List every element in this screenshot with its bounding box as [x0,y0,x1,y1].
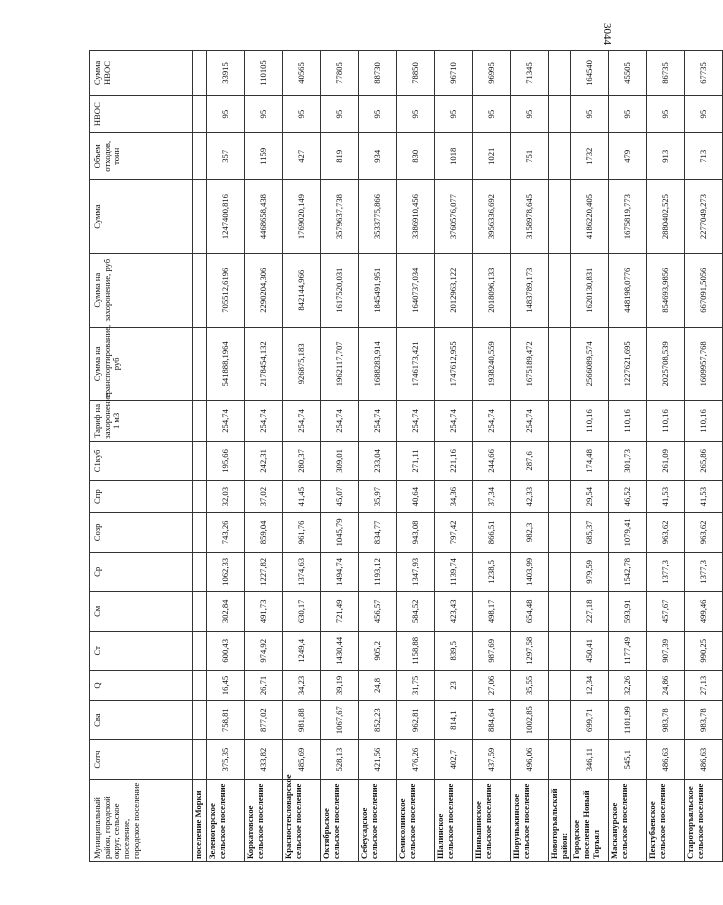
table-cell: 31,75 [397,671,435,701]
table-cell: 95 [321,95,359,132]
table-cell: 27,06 [473,671,511,701]
table-cell: 1227,82 [245,552,283,591]
table-cell: 254,74 [321,401,359,442]
section-name: Новоторъяльский район: [549,779,571,861]
table-cell: 433,82 [245,740,283,779]
table-cell: 486,63 [685,740,723,779]
table-cell: 685,37 [571,513,609,552]
table-row [609,51,647,862]
empty-cell [193,740,207,779]
header-spr: Спр [90,481,193,513]
table-cell: 1297,58 [511,631,549,670]
table-cell: 3386910,456 [397,180,435,254]
table-cell: 32,26 [609,671,647,701]
table-cell: 987,69 [473,631,511,670]
table-cell: 95 [571,95,609,132]
table-cell: 830 [397,133,435,180]
table-cell: 456,57 [359,592,397,631]
table-cell: 1101,99 [609,700,647,739]
table-cell: 3533775,866 [359,180,397,254]
table-row [397,51,435,862]
table-cell: 498,17 [473,592,511,631]
table-cell: 457,67 [647,592,685,631]
table-cell: 1542,78 [609,552,647,591]
table-cell: 584,52 [397,592,435,631]
empty-cell [549,700,571,739]
table-cell: 95 [647,95,685,132]
table-cell: 78850 [397,51,435,96]
table-cell: 12,34 [571,671,609,701]
empty-cell [193,513,207,552]
table-cell: 1062,33 [207,552,245,591]
table-cell: 421,56 [359,740,397,779]
table-cell: 3579637,738 [321,180,359,254]
table-cell: 423,43 [435,592,473,631]
table-cell: 95 [511,95,549,132]
table-cell: 479 [609,133,647,180]
empty-cell [549,51,571,96]
table-cell: 96995 [473,51,511,96]
empty-cell [549,133,571,180]
table-cell: 913 [647,133,685,180]
table-cell: 16,45 [207,671,245,701]
empty-cell [549,671,571,701]
table-cell: 1159 [245,133,283,180]
table-cell: 854693,9856 [647,253,685,327]
table-cell: 485,69 [283,740,321,779]
table-cell: 244,66 [473,441,511,480]
table-cell: 1139,74 [435,552,473,591]
table-cell: 37,34 [473,481,511,513]
waste-cost-table [89,50,723,862]
table-cell: 254,74 [207,401,245,442]
table-cell: 842144,966 [283,253,321,327]
empty-cell [193,671,207,701]
table-cell: 1617520,031 [321,253,359,327]
municipality-name: Себеусадское сельское поселение [359,779,397,861]
rotated-page-content [89,50,708,862]
table-cell: 46,52 [609,481,647,513]
empty-cell [549,513,571,552]
table-cell: 271,11 [397,441,435,480]
table-cell: 630,17 [283,592,321,631]
table-cell: 1845491,951 [359,253,397,327]
table-cell: 254,74 [245,401,283,442]
empty-cell [193,133,207,180]
table-cell: 1430,44 [321,631,359,670]
table-cell: 402,7 [435,740,473,779]
table-cell: 2566089,574 [571,327,609,401]
table-cell: 195,66 [207,441,245,480]
table-cell: 1962117,707 [321,327,359,401]
table-cell: 1227621,695 [609,327,647,401]
table-cell: 2277049,273 [685,180,723,254]
table-cell: 1067,67 [321,700,359,739]
table-cell: 1021 [473,133,511,180]
table-cell: 1403,99 [511,552,549,591]
table-cell: 907,39 [647,631,685,670]
table-cell: 699,71 [571,700,609,739]
table-cell: 375,35 [207,740,245,779]
table-cell: 654,48 [511,592,549,631]
table-cell: 221,16 [435,441,473,480]
empty-cell [549,180,571,254]
header-row [90,51,193,862]
table-cell: 40,64 [397,481,435,513]
table-cell: 1238,5 [473,552,511,591]
empty-cell [549,441,571,480]
table-cell: 963,62 [647,513,685,552]
table-cell: 3956336,692 [473,180,511,254]
table-cell: 528,13 [321,740,359,779]
table-cell: 254,74 [359,401,397,442]
table-cell: 41,53 [647,481,685,513]
table-cell: 34,36 [435,481,473,513]
table-cell: 265,86 [685,441,723,480]
empty-cell [193,95,207,132]
table-row [685,51,723,862]
header-s1kub: С1куб [90,441,193,480]
municipality-name: Шалинское сельское поселение [435,779,473,861]
table-cell: 39,19 [321,671,359,701]
municipality-name: Староторъяльское сельское поселение [685,779,723,861]
table-cell: 95 [283,95,321,132]
table-cell: 713 [685,133,723,180]
table-cell: 905,2 [359,631,397,670]
municipality-name: Масканурское сельское поселение [609,779,647,861]
empty-cell [193,180,207,254]
table-cell: 1640737,034 [397,253,435,327]
table-row [435,51,473,862]
table-cell: 1158,88 [397,631,435,670]
table-cell: 95 [207,95,245,132]
table-cell: 974,92 [245,631,283,670]
table-cell: 852,23 [359,700,397,739]
table-cell: 1747612,955 [435,327,473,401]
table-cell: 982,3 [511,513,549,552]
header-volume: Объем отходов, тонн [90,133,193,180]
table-cell: 174,48 [571,441,609,480]
table-cell: 261,09 [647,441,685,480]
table-cell: 95 [473,95,511,132]
empty-cell [193,592,207,631]
header-tariff: Тариф на захоронение 1 м3 [90,401,193,442]
table-cell: 110105 [245,51,283,96]
table-cell: 71345 [511,51,549,96]
table-cell: 2012963,122 [435,253,473,327]
table-cell: 963,62 [685,513,723,552]
table-cell: 1018 [435,133,473,180]
table-cell: 2025708,539 [647,327,685,401]
table-cell: 705512,6196 [207,253,245,327]
table-cell: 877,02 [245,700,283,739]
municipality-name: Шиньшинское сельское поселение [473,779,511,861]
table-cell: 751 [511,133,549,180]
table-row [207,51,245,862]
empty-cell [193,552,207,591]
table-cell: 242,31 [245,441,283,480]
table-cell: 40565 [283,51,321,96]
empty-cell [193,481,207,513]
table-cell: 450,41 [571,631,609,670]
table-cell: 37,02 [245,481,283,513]
table-cell: 1002,85 [511,700,549,739]
table-row [283,51,321,862]
table-cell: 95 [685,95,723,132]
table-cell: 1193,12 [359,552,397,591]
empty-cell [549,740,571,779]
table-cell: 254,74 [473,401,511,442]
table-cell: 254,74 [435,401,473,442]
table-cell: 1675819,773 [609,180,647,254]
table-cell: 86735 [647,51,685,96]
table-cell: 2018096,133 [473,253,511,327]
table-cell: 1675189,472 [511,327,549,401]
table-cell: 67735 [685,51,723,96]
section-row [549,51,571,862]
table-cell: 981,88 [283,700,321,739]
table-cell: 1377,3 [647,552,685,591]
header-st: Ст [90,631,193,670]
table-cell: 1249,4 [283,631,321,670]
table-row [571,51,609,862]
table-cell: 486,63 [647,740,685,779]
table-cell: 32,03 [207,481,245,513]
table-cell: 41,45 [283,481,321,513]
header-municipality: Муниципальный район, городской округ, сельское поселение, городское поселение [90,779,193,861]
table-cell: 884,64 [473,700,511,739]
table-cell: 110,16 [609,401,647,442]
table-cell: 35,97 [359,481,397,513]
table-cell: 95 [397,95,435,132]
table-cell: 2290204,306 [245,253,283,327]
table-cell: 42,33 [511,481,549,513]
empty-cell [549,253,571,327]
table-cell: 1177,49 [609,631,647,670]
empty-cell [549,401,571,442]
empty-cell [193,51,207,96]
table-cell: 1688283,914 [359,327,397,401]
empty-cell [193,441,207,480]
empty-cell [193,253,207,327]
table-cell: 427 [283,133,321,180]
table-cell: 88730 [359,51,397,96]
table-cell: 1374,63 [283,552,321,591]
empty-cell [193,631,207,670]
table-cell: 287,6 [511,441,549,480]
table-cell: 1732 [571,133,609,180]
table-cell: 346,11 [571,740,609,779]
empty-cell [549,95,571,132]
empty-cell [549,327,571,401]
table-row [473,51,511,862]
table-row [359,51,397,862]
table-cell: 95 [435,95,473,132]
table-cell: 95 [245,95,283,132]
page-number: 3044 [601,23,613,45]
municipality-name: Октябрьское сельское поселение [321,779,359,861]
table-cell: 41,53 [685,481,723,513]
table-cell: 35,55 [511,671,549,701]
table-cell: 1377,3 [685,552,723,591]
table-cell: 819 [321,133,359,180]
table-cell: 301,73 [609,441,647,480]
table-cell: 593,91 [609,592,647,631]
header-sum-transport: Сумма на транспортирование, руб [90,327,193,401]
table-cell: 233,04 [359,441,397,480]
table-cell: 743,26 [207,513,245,552]
table-cell: 45,07 [321,481,359,513]
table-cell: 164540 [571,51,609,96]
table-cell: 797,42 [435,513,473,552]
section-name: поселение Морки [193,779,207,861]
table-cell: 962,81 [397,700,435,739]
table-cell: 866,51 [473,513,511,552]
table-cell: 1079,41 [609,513,647,552]
header-sum: Сумма [90,180,193,254]
table-cell: 302,84 [207,592,245,631]
table-cell: 254,74 [283,401,321,442]
table-cell: 33915 [207,51,245,96]
table-cell: 3158978,645 [511,180,549,254]
table-cell: 491,73 [245,592,283,631]
empty-cell [549,552,571,591]
header-sotch: Сотч [90,740,193,779]
header-sr: Ср [90,552,193,591]
table-row [245,51,283,862]
section-row [193,51,207,862]
table-cell: 721,49 [321,592,359,631]
table-cell: 758,81 [207,700,245,739]
municipality-name: Шоруньжинское сельское поселение [511,779,549,861]
table-cell: 95 [359,95,397,132]
header-sozr: Созр [90,513,193,552]
table-cell: 541888,1964 [207,327,245,401]
table-cell: 961,76 [283,513,321,552]
table-cell: 95 [609,95,647,132]
header-q: Q [90,671,193,701]
table-cell: 448198,0776 [609,253,647,327]
table-cell: 4468658,438 [245,180,283,254]
table-cell: 943,08 [397,513,435,552]
table-cell: 29,54 [571,481,609,513]
table-cell: 926875,183 [283,327,321,401]
table-cell: 357 [207,133,245,180]
table-cell: 990,25 [685,631,723,670]
header-sm: См [90,592,193,631]
municipality-name: Городское поселение Новый Торъял [571,779,609,861]
table-cell: 23 [435,671,473,701]
header-sum-nvos: Сумма НВОС [90,51,193,96]
empty-cell [549,592,571,631]
table-cell: 2880402,525 [647,180,685,254]
municipality-name: Коркатовское сельское поселение [245,779,283,861]
table-row [321,51,359,862]
table-cell: 45505 [609,51,647,96]
header-sva: Сва [90,700,193,739]
table-cell: 814,1 [435,700,473,739]
municipality-name: Пектубаевское сельское поселение [647,779,685,861]
table-row [647,51,685,862]
table-cell: 254,74 [511,401,549,442]
table-cell: 496,06 [511,740,549,779]
table-cell: 26,71 [245,671,283,701]
table-cell: 227,18 [571,592,609,631]
table-cell: 34,23 [283,671,321,701]
table-cell: 24,8 [359,671,397,701]
table-cell: 77805 [321,51,359,96]
table-cell: 1746173,421 [397,327,435,401]
municipality-name: Зеленогорское сельское поселение [207,779,245,861]
table-cell: 1045,79 [321,513,359,552]
empty-cell [193,327,207,401]
table-row [511,51,549,862]
table-cell: 667091,5056 [685,253,723,327]
table-cell: 859,04 [245,513,283,552]
table-cell: 834,77 [359,513,397,552]
table-cell: 1494,74 [321,552,359,591]
table-cell: 1247400,816 [207,180,245,254]
municipality-name: Красностекловарское сельское поселение [283,779,321,861]
table-cell: 110,16 [685,401,723,442]
table-cell: 983,78 [685,700,723,739]
table-cell: 4186220,405 [571,180,609,254]
table-cell: 600,43 [207,631,245,670]
table-cell: 1769020,149 [283,180,321,254]
table-cell: 280,37 [283,441,321,480]
table-cell: 1609957,768 [685,327,723,401]
table-cell: 839,5 [435,631,473,670]
table-cell: 254,74 [397,401,435,442]
table-cell: 979,59 [571,552,609,591]
table-cell: 96710 [435,51,473,96]
header-nvos: НВОС [90,95,193,132]
table-cell: 110,16 [647,401,685,442]
empty-cell [193,700,207,739]
table-cell: 983,78 [647,700,685,739]
table-cell: 2178454,132 [245,327,283,401]
table-cell: 934 [359,133,397,180]
table-cell: 110,16 [571,401,609,442]
table-cell: 24,86 [647,671,685,701]
table-cell: 1938240,559 [473,327,511,401]
table-cell: 1347,93 [397,552,435,591]
table-cell: 437,59 [473,740,511,779]
table-cell: 499,46 [685,592,723,631]
table-cell: 309,01 [321,441,359,480]
header-sum-burial: Сумма на захоронение, руб [90,253,193,327]
table-cell: 545,1 [609,740,647,779]
table-cell: 3760576,077 [435,180,473,254]
table-cell: 1620130,831 [571,253,609,327]
empty-cell [549,631,571,670]
table-cell: 27,13 [685,671,723,701]
table-cell: 1483789,173 [511,253,549,327]
empty-cell [193,401,207,442]
empty-cell [549,481,571,513]
table-cell: 476,26 [397,740,435,779]
municipality-name: Семисолинское сельское поселение [397,779,435,861]
